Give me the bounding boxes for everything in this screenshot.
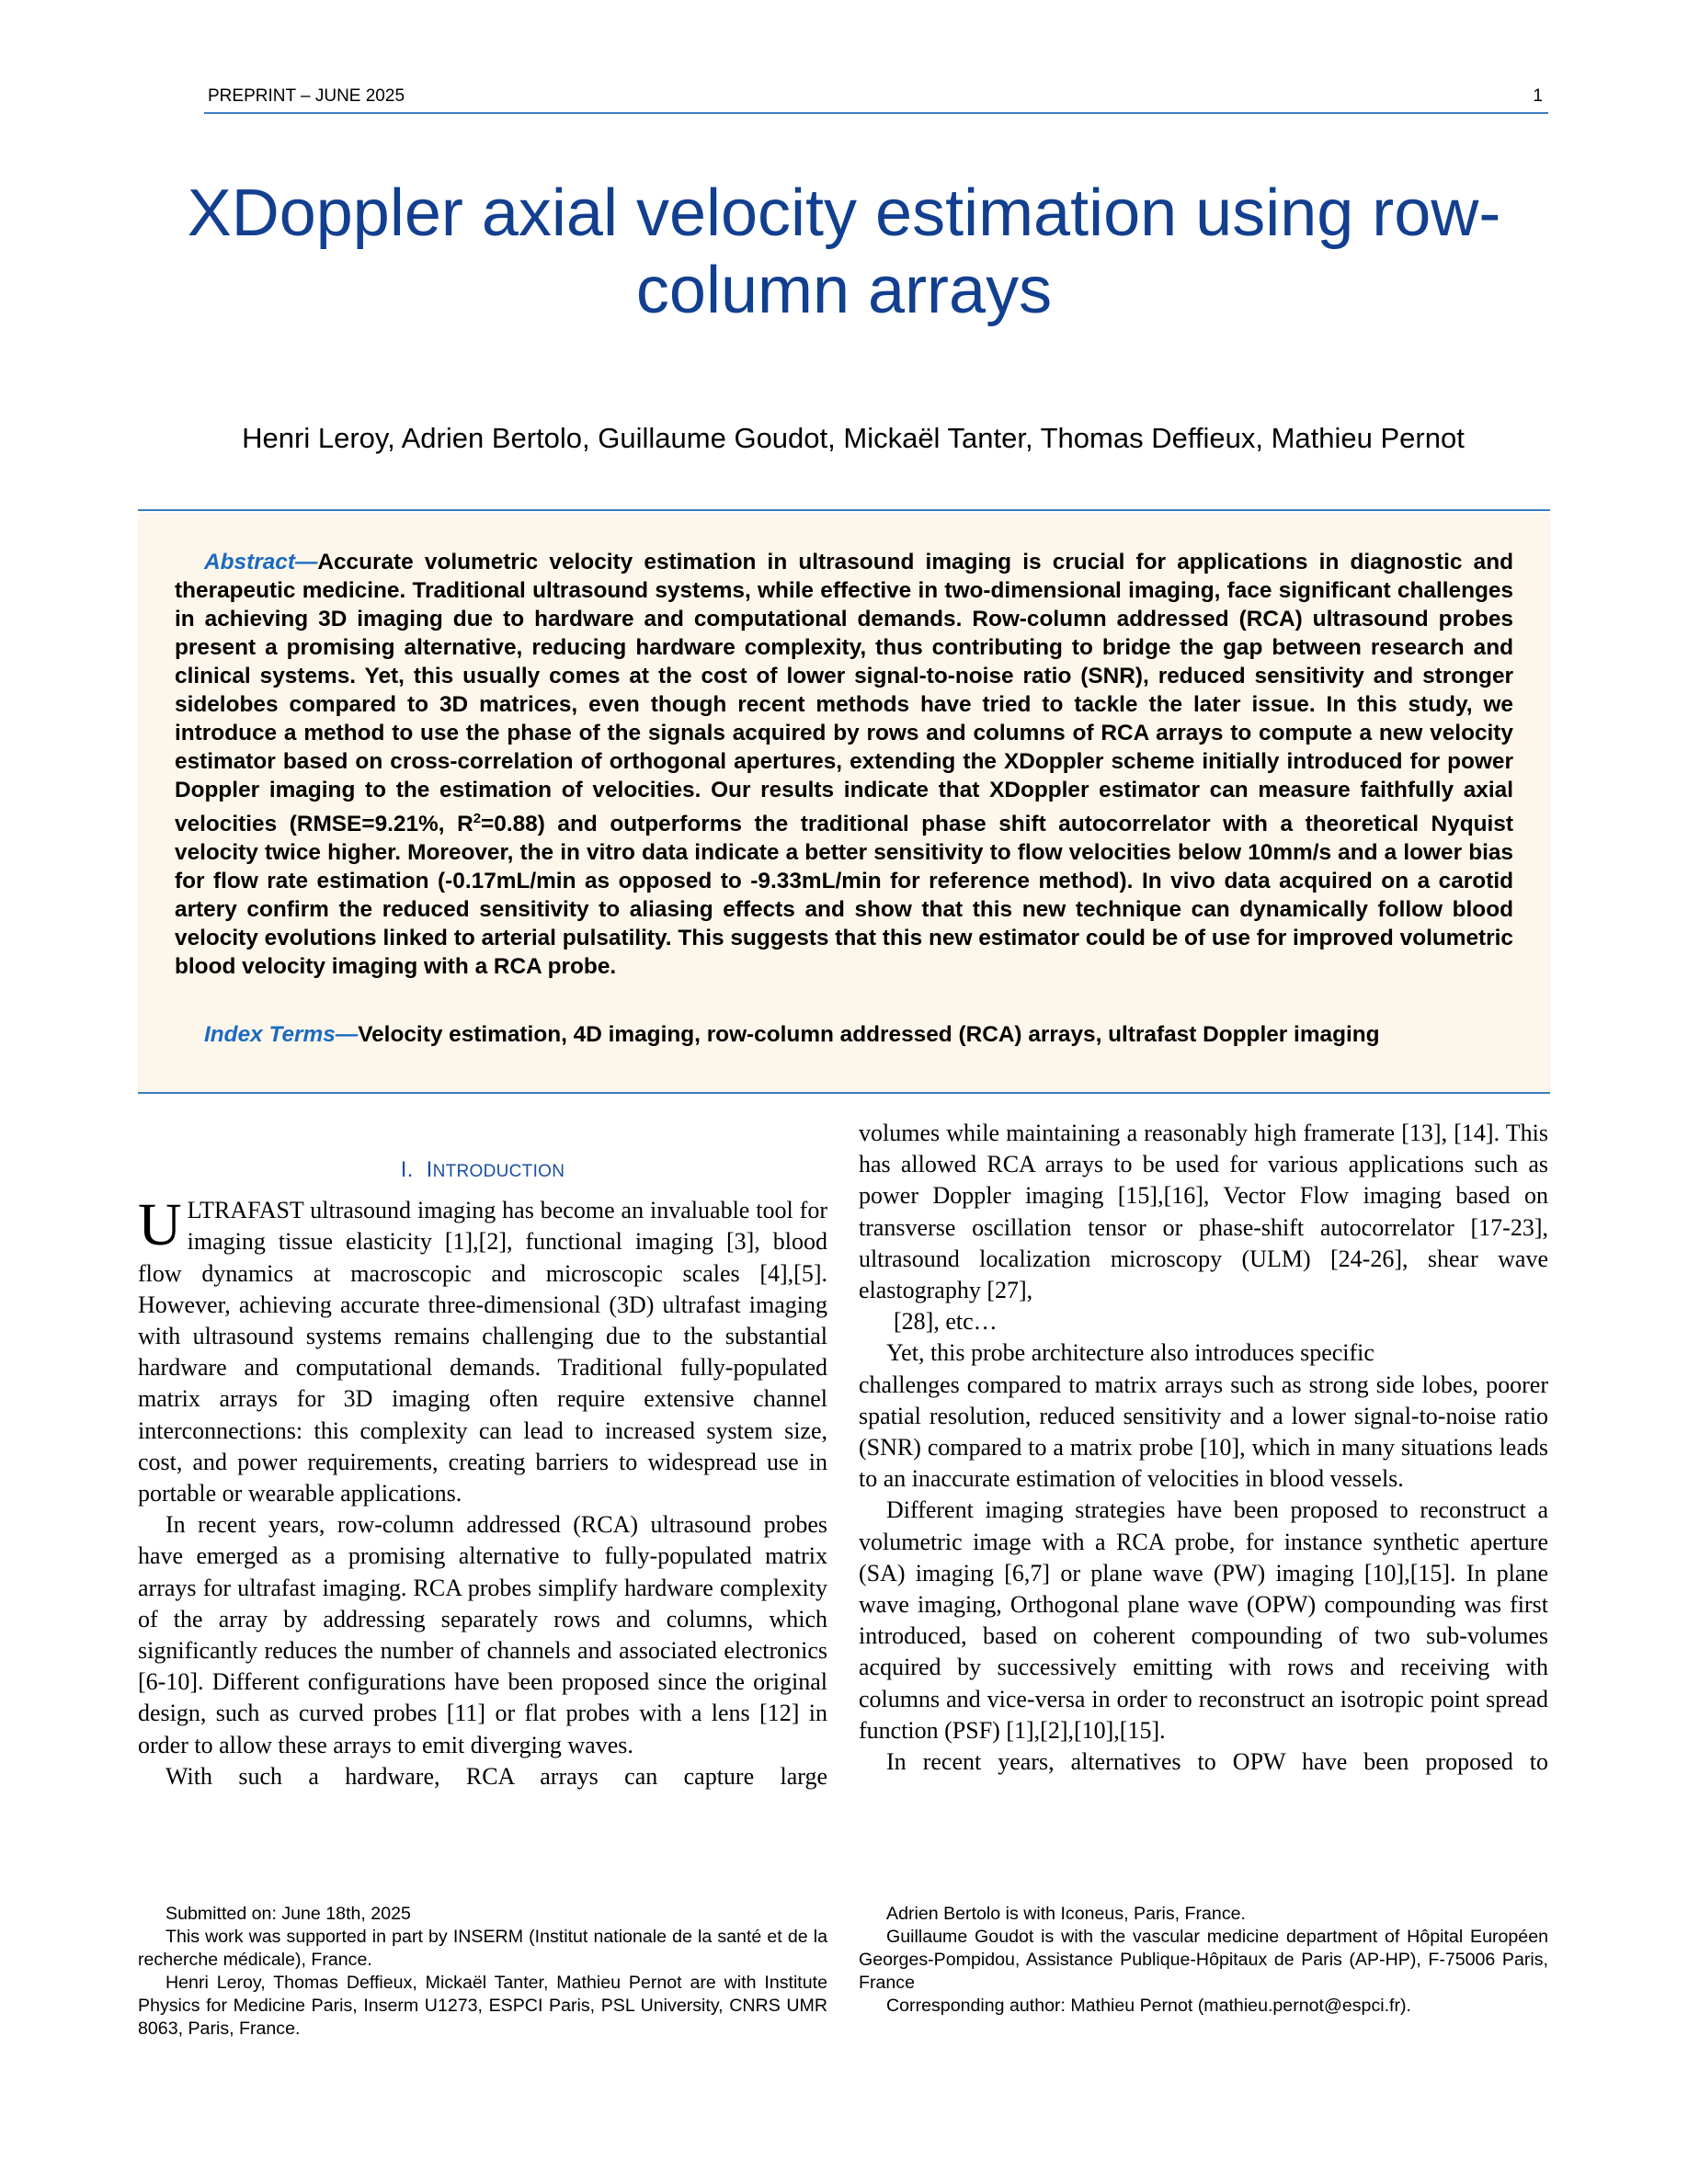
header-rule	[204, 112, 1548, 114]
index-terms-label: Index Terms—	[204, 1022, 359, 1047]
abstract-superscript: 2	[473, 811, 482, 826]
paragraph-lead: Yet, this probe architecture also introduces specific	[886, 1339, 1374, 1367]
paragraph-text: LTRAFAST ultrasound imaging has become an invaluable tool for imaging tissue elasticity [1],[2], functional imaging [3], blood flow dynamics at macroscopic and microscopic scales [4],[5]. However, achieving accurate three-dimensional (3D) ultrafast imaging with ultrasound systems remains challenging due to the substantial hardware and computational demands. Traditional fully-populated matrix arrays for 3D imaging often require extensive channel interconnections: this complexity can lead to increased system size, cost, and power requirements, creating barriers to widespread use in portable or wearable applications.	[138, 1197, 827, 1507]
page-number: 1	[1533, 86, 1543, 106]
footnote: Corresponding author: Mathieu Pernot (mathieu.pernot@espci.fr).	[886, 1996, 1411, 2016]
footnote: Guillaume Goudot is with the vascular medicine department of Hôpital Européen Georges-Pompidou, Assistance Publique-Hôpitaux de Paris (AP-HP), F-75006 Paris, France	[859, 1927, 1548, 1993]
running-header	[204, 85, 1548, 112]
paragraph	[138, 1191, 827, 1509]
section-title-initial: I	[426, 1157, 433, 1182]
footnotes-right	[859, 1903, 1548, 2018]
paragraph: Different imaging strategies have been proposed to reconstruct a volumetric image with a RCA probe, for instance synthetic aperture (SA) imaging [6,7] or plane wave (PW) imaging [10],[15]. In plane wave imaging, Orthogonal plane wave (OPW) compounding was first introduced, based on coherent compounding of two sub-volumes acquired by successively emitting with rows and receiving with columns and vice-versa in order to reconstruct an isotropic point spread function (PSF) [1],[2],[10],[15].	[859, 1496, 1548, 1744]
paragraph: With such a hardware, RCA arrays can capture large	[165, 1762, 827, 1790]
right-column	[859, 1118, 1548, 1778]
paper-title: XDoppler axial velocity estimation using row-column arrays	[187, 176, 1501, 327]
footnote: Adrien Bertolo is with Iconeus, Paris, France.	[886, 1904, 1246, 1924]
authors-rule	[138, 509, 1550, 511]
index-terms-text: Velocity estimation, 4D imaging, row-column addressed (RCA) arrays, ultrafast Doppler imaging	[358, 1022, 1380, 1047]
section-heading	[138, 1155, 827, 1188]
section-title-rest: NTRODUCTION	[432, 1162, 565, 1181]
left-column	[138, 1118, 827, 1792]
paragraph: In recent years, row-column addressed (RCA) ultrasound probes have emerged as a promising alternative to fully-populated matrix arrays for ultrafast imaging. RCA probes simplify hardware complexity of the array by addressing separately rows and columns, which significantly reduces the number of channels and associated electronics [6-10]. Different configurations have been proposed since the original design, such as curved probes [11] or flat probes with a lens [12] in order to allow these arrays to emit diverging waves.	[138, 1511, 827, 1758]
paragraph: volumes while maintaining a reasonably high framerate [13], [14]. This has allowed RCA arrays to be used for various applications such as power Doppler imaging [15],[16], Vector Flow imaging based on transverse oscillation tensor or phase-shift autocorrelator [17-23], ultrasound localization microscopy (ULM) [24-26], shear wave elastography [27],	[859, 1120, 1548, 1304]
paragraph: In recent years, alternatives to OPW have been proposed to	[886, 1748, 1548, 1776]
abstract-text-cont: =0.88) and outperforms the traditional phase shift autocorrelator with a theoretical Nyquist velocity twice higher. Moreover, the in vitro data indicate a better sensitivity to flow velocities below 10mm/s and a lower bias for flow rate estimation (-0.17mL/min as opposed to -9.33mL/min for reference method). In vivo data acquired on a carotid artery confirm the reduced sensitivity to aliasing effects and show that this new technique can dynamically follow blood velocity evolutions linked to arterial pulsatility. This suggests that this new estimator could be of use for improved volumetric blood velocity imaging with a RCA probe.	[175, 812, 1513, 980]
section-numeral: I.	[400, 1157, 414, 1182]
paragraph-tail: [28], etc…	[894, 1308, 998, 1336]
drop-cap: U	[138, 1191, 182, 1259]
footnotes-left	[138, 1903, 827, 2041]
footnote: Submitted on: June 18th, 2025	[165, 1904, 411, 1924]
paragraph: challenges compared to matrix arrays such as strong side lobes, poorer spatial resolution, reduced sensitivity and a lower signal-to-noise ratio (SNR) compared to a matrix probe [10], which in many situations leads to an inaccurate estimation of velocities in blood vessels.	[859, 1371, 1548, 1493]
abstract-label: Abstract—	[204, 550, 318, 574]
author-list: Henri Leroy, Adrien Bertolo, Guillaume Goudot, Mickaël Tanter, Thomas Deffieux, Mathieu Pernot	[242, 422, 1465, 454]
running-header-text: PREPRINT – JUNE 2025	[208, 86, 405, 106]
index-terms	[175, 1020, 1513, 1049]
abstract-box	[138, 513, 1550, 1094]
footnote: Henri Leroy, Thomas Deffieux, Mickaël Tanter, Mathieu Pernot are with Institute Physics for Medicine Paris, Inserm U1273, ESPCI Paris, PSL University, CNRS UMR 8063, Paris, France.	[138, 1973, 827, 2039]
abstract-text: Accurate volumetric velocity estimation in ultrasound imaging is crucial for applications in diagnostic and therapeutic medicine. Traditional ultrasound systems, while effective in two-dimensional imaging, face significant challenges in achieving 3D imaging due to hardware and computational demands. Row-column addressed (RCA) ultrasound probes present a promising alternative, reducing hardware complexity, thus contributing to bridge the gap between research and clinical systems. Yet, this usually comes at the cost of lower signal-to-noise ratio (SNR), reduced sensitivity and stronger sidelobes compared to 3D matrices, even though recent methods have tried to tackle the later issue. In this study, we introduce a method to use the phase of the signals acquired by rows and columns of RCA arrays to compute a new velocity estimator based on cross-correlation of orthogonal apertures, extending the XDoppler scheme initially introduced for power Doppler imaging to the estimation of velocities. Our results indicate that XDoppler estimator can measure faithfully axial velocities (RMSE=9.21%, R	[175, 550, 1513, 837]
abstract	[175, 548, 1513, 981]
footnote: This work was supported in part by INSERM (Institut nationale de la santé et de la recherche médicale), France.	[138, 1927, 827, 1970]
